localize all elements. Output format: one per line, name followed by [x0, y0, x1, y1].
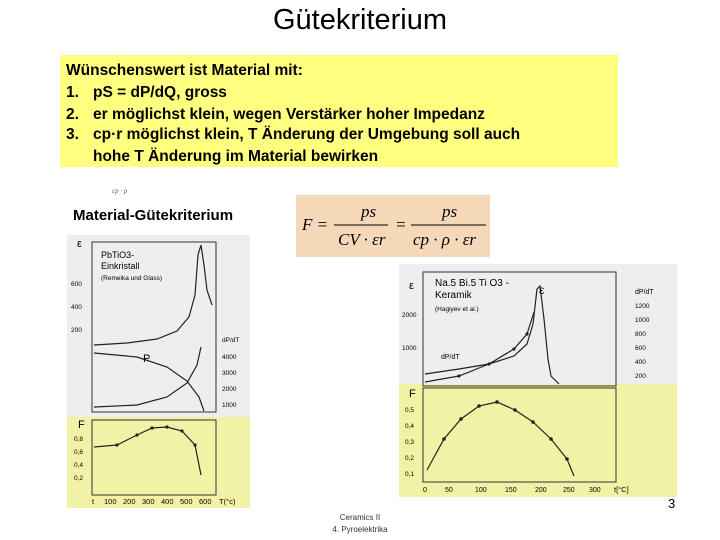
small-cp-rho-label: cp · ρ [112, 187, 128, 195]
dpdt-tick: 4000 [222, 354, 237, 361]
dpdt-tick: 800 [635, 331, 646, 338]
figure-of-merit-formula [296, 195, 490, 257]
f-axis-label: F [78, 419, 85, 431]
item-text: er möglichst klein, wegen Verstärker hoher Impedanz [93, 106, 485, 123]
legend-line: Na.5 Bi.5 Ti O3 - [435, 278, 509, 289]
epsilon-tick: 400 [71, 304, 82, 311]
x-tick: 50 [445, 487, 453, 494]
p-curve-label: P [143, 353, 151, 365]
epsilon-tick: 200 [71, 327, 82, 334]
x-tick: 300 [589, 487, 601, 494]
requirement-item [66, 126, 520, 144]
slide-title: Gütekriterium [272, 4, 448, 36]
dpdt-tick: 400 [635, 359, 646, 366]
epsilon-tick: 2000 [402, 312, 417, 319]
f-tick: 0,4 [405, 423, 415, 430]
material-criterion-label: Material-Gütekriterium [73, 207, 234, 224]
footer-chapter: 4. Pyroelektrika [332, 525, 388, 534]
requirement-item [66, 148, 378, 166]
dpdt-curve-label: dP/dT [441, 354, 460, 361]
dpdt-tick: 1000 [222, 402, 237, 409]
slide-number: 3 [668, 496, 676, 511]
item-number: 2. [66, 106, 79, 123]
f-tick: 0,3 [405, 439, 415, 446]
formula-lhs: F = [302, 215, 329, 234]
item-number: 1. [66, 84, 79, 101]
formula-numerator-2: ps [442, 202, 458, 221]
f-tick: 0,2 [74, 475, 84, 482]
x-tick: 0 [423, 487, 427, 494]
x-tick: 300 [142, 497, 155, 506]
item-text: pS = dP/dQ, gross [93, 84, 227, 101]
x-tick: 400 [161, 497, 174, 506]
epsilon-curve [94, 245, 212, 345]
formula-denominator-1: CV · εr [338, 230, 386, 249]
x-tick: 250 [563, 487, 575, 494]
nbt-figure [399, 264, 677, 497]
x-axis-unit: t[°C] [614, 485, 629, 494]
x-tick: 100 [104, 497, 117, 506]
f-highlight-band [67, 417, 250, 508]
dpdt-tick: 600 [635, 345, 646, 352]
pbtio3-figure [67, 235, 250, 508]
dpdt-axis-label: dP/dT [635, 289, 654, 296]
f-tick: 0,1 [405, 471, 415, 478]
footer-course: Ceramics II [339, 513, 381, 522]
item-text: cp·r möglichst klein, T Änderung der Umgebung soll auch [93, 126, 521, 143]
legend-line: Einkristall [101, 261, 140, 271]
epsilon-axis-label: ε [77, 238, 82, 250]
x-tick: 200 [535, 487, 547, 494]
legend-line: (Hagiyev et al.) [435, 306, 479, 313]
f-tick: 0,2 [405, 455, 415, 462]
f-axis-label: F [409, 388, 416, 400]
dpdt-tick: 1000 [635, 317, 650, 324]
f-tick: 0,4 [74, 462, 84, 469]
legend-line: (Remeika und Glass) [101, 275, 163, 282]
dpdt-tick: 200 [635, 373, 646, 380]
f-highlight-band [399, 384, 677, 497]
item-text: hohe T Änderung im Material bewirken [93, 148, 379, 165]
x-tick: 500 [180, 497, 193, 506]
epsilon-tick: 1000 [402, 345, 417, 352]
formula-numerator-1: ps [361, 202, 377, 221]
epsilon-axis-label: ε [409, 280, 414, 292]
requirements-intro: Wünschenswert ist Material mit: [66, 62, 303, 79]
x-axis-unit: T(°c) [219, 497, 236, 506]
dpdt-axis-label: dP/dT [222, 337, 240, 344]
requirement-item [66, 106, 485, 124]
x-tick: t [92, 497, 95, 506]
dpdt-tick: 2000 [222, 386, 237, 393]
dpdt-data-points [457, 332, 528, 377]
x-tick: 150 [505, 487, 517, 494]
formula-equals: = [395, 215, 407, 234]
x-tick: 100 [475, 487, 487, 494]
dpdt-tick: 3000 [222, 370, 237, 377]
requirement-item [66, 84, 227, 102]
dpdt-tick: 1200 [635, 303, 650, 310]
legend-line: Keramik [435, 290, 472, 301]
f-tick: 0,8 [74, 436, 84, 443]
f-tick: 0,6 [74, 449, 84, 456]
item-number: 3. [66, 126, 79, 143]
f-tick: 0,5 [405, 407, 415, 414]
epsilon-curve-label: ε [539, 283, 545, 297]
x-tick: 600 [199, 497, 212, 506]
legend-line: PbTiO3- [101, 250, 135, 260]
epsilon-tick: 600 [71, 281, 82, 288]
formula-denominator-2: cp · ρ · εr [413, 230, 477, 249]
x-tick: 200 [123, 497, 136, 506]
